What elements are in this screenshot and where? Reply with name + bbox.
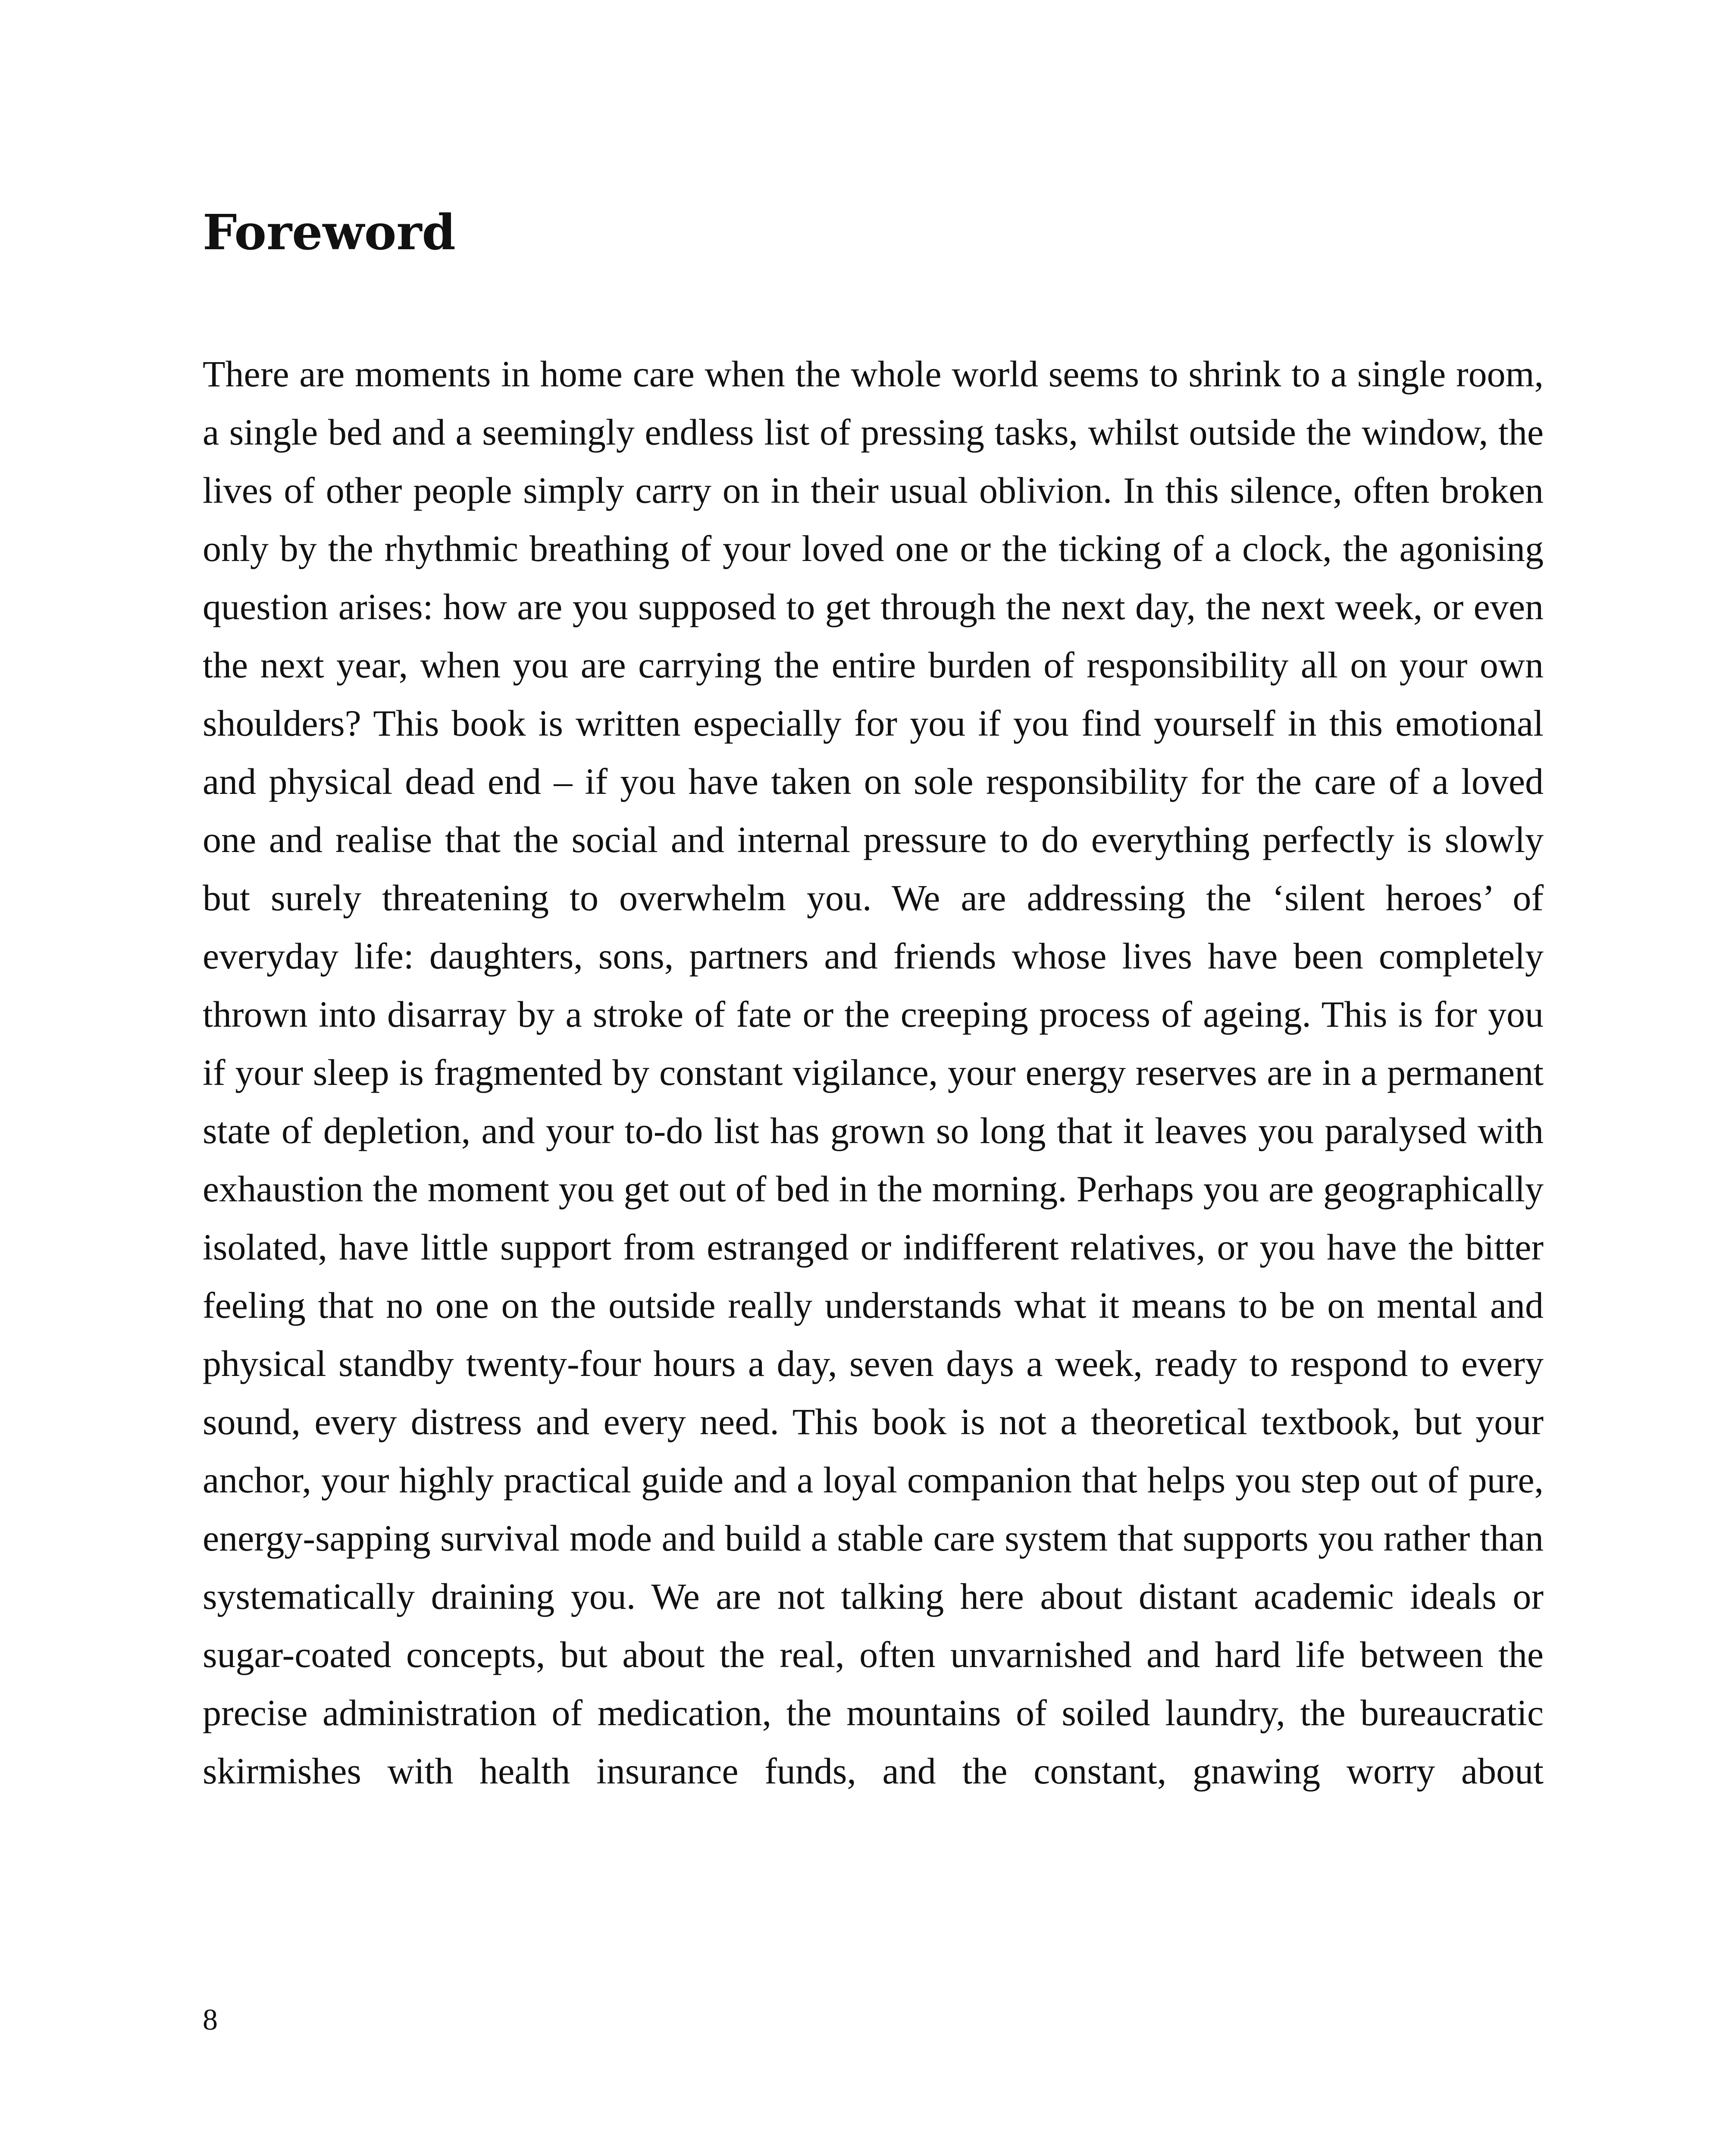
page-number: 8	[203, 2003, 218, 2037]
body-paragraph: There are moments in home care when the whole world seems to shrink to a single room, a single bed and a seemingly endless list of pressing tasks, whilst outside the window, the lives of other people simply carry on in their usual oblivion. In this silence, often broken only by the rhythmic breathing of your loved one or the ticking of a clock, the agonising question arises: how are you supposed to get through the next day, the next week, or even the next year, when you are carrying the entire burden of responsibility all on your own shoulders? This book is written especially for you if you find yourself in this emotional and physical dead end – if you have taken on sole responsibility for the care of a loved one and realise that the social and internal pressure to do everything perfectly is slowly but surely threatening to overwhelm you. We are addressing the ‘silent heroes’ of everyday life: daughters, sons, partners and friends whose lives have been completely thrown into disarray by a stroke of fate or the creeping process of ageing. This is for you if your sleep is fragmented by constant vigilance, your energy reserves are in a permanent state of depletion, and your to-do list has grown so long that it leaves you paralysed with exhaustion the moment you get out of bed in the morning. Perhaps you are geographically isolated, have little support from estranged or indifferent relatives, or you have the bitter feeling that no one on the outside really understands what it means to be on mental and physical standby twenty-four hours a day, seven days a week, ready to respond to every sound, every distress and every need. This book is not a theoretical textbook, but your anchor, your highly practical guide and a loyal companion that helps you step out of pure, energy-sapping survival mode and build a stable care system that supports you rather than systematically draining you. We are not talking here about distant academic ideals or sugar-coated concepts, but about the real, often unvarnished and hard life between the precise administration of medication, the mountains of soiled laundry, the bureaucratic skirmishes with health insurance funds, and the constant, gnawing worry about	[203, 353, 1544, 1792]
chapter-heading: Foreword	[203, 204, 456, 261]
